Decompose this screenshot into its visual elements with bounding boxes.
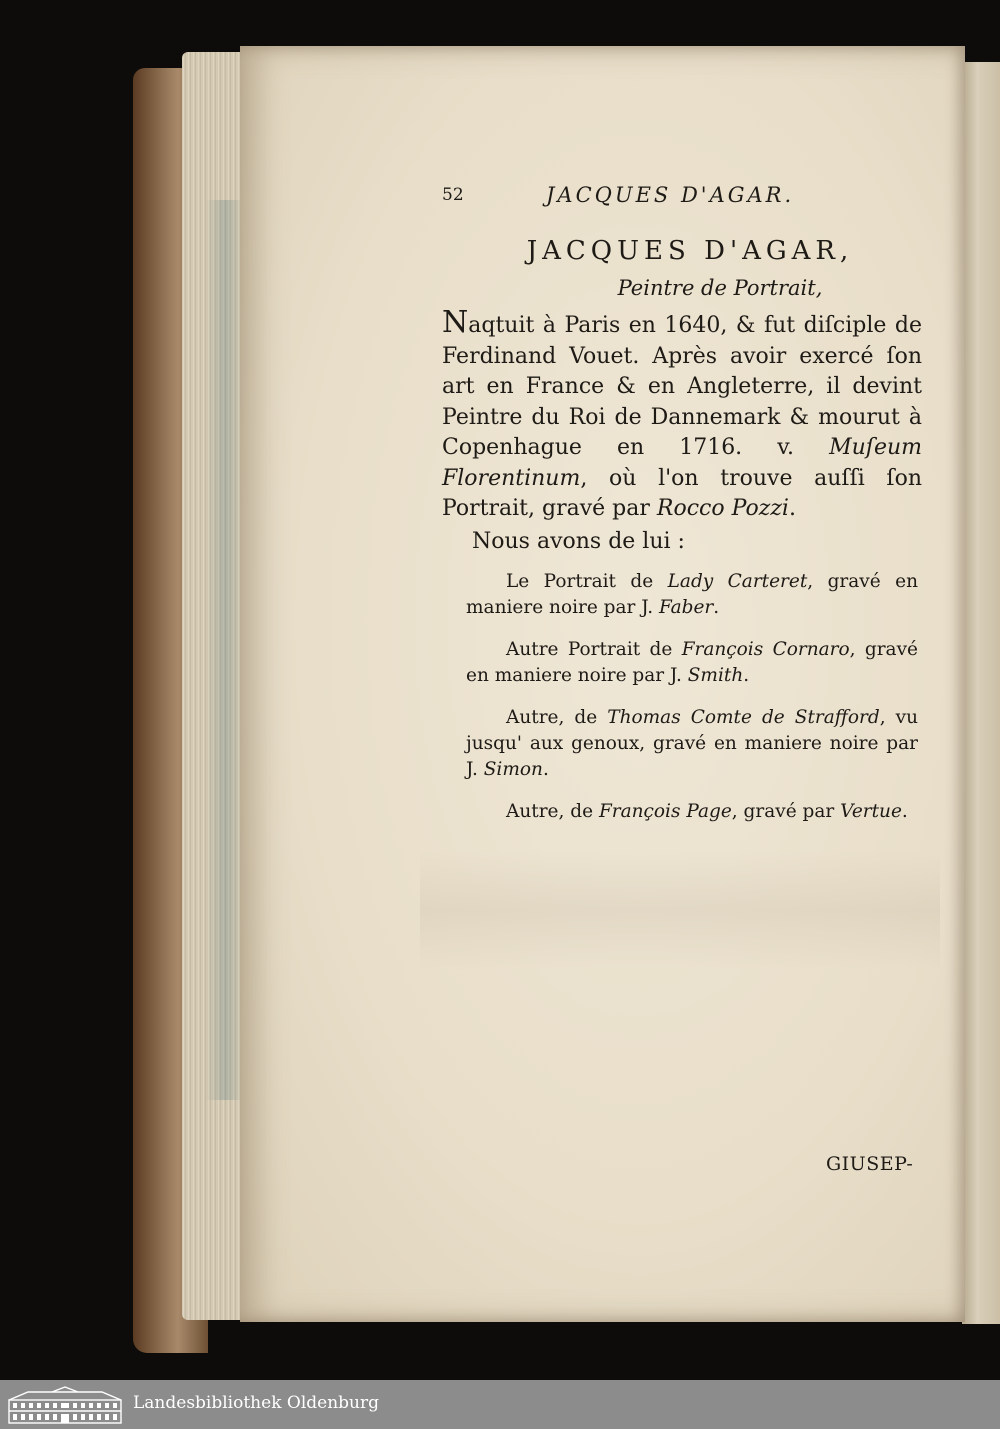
running-head xyxy=(442,183,912,213)
running-title: JACQUES D'AGAR. xyxy=(546,183,795,207)
work-item: Autre Portrait de François Cornaro, gravé en maniere noire par J. Smith. xyxy=(466,639,918,686)
entry-subtitle: Peintre de Portrait, xyxy=(617,276,823,300)
works-intro: Nous avons de lui : xyxy=(472,529,685,554)
biography-paragraph: Naqtuit à Paris en 1640, & fut diſciple de Ferdinand Vouet. Après avoir exercé ſon art en France & en Angleterre, il devint Peintre du Roi de Dannemark & mourut à Copenhague en 1716. v. Muſeum Florentinum, où l'on trouve auſſi ſon Portrait, gravé par Rocco Pozzi. xyxy=(442,305,922,521)
work-item: Le Portrait de Lady Carteret, gravé en maniere noire par J. Faber. xyxy=(466,571,918,618)
library-name[interactable]: Landesbibliothek Oldenburg xyxy=(133,1393,380,1413)
show-through xyxy=(420,850,940,970)
engraver-name: Rocco Pozzi xyxy=(656,496,789,521)
museum-title: Muſeum Florentinum xyxy=(442,435,922,491)
work-item: Autre, de François Page, gravé par Vertue. xyxy=(506,801,908,822)
drop-cap: N xyxy=(442,305,469,340)
page-number: 52 xyxy=(442,185,464,205)
work-item: Autre, de Thomas Comte de Strafford, vu jusqu' aux genoux, gravé en maniere noire par J. Simon. xyxy=(466,707,918,780)
footer-bar xyxy=(0,1380,1000,1429)
library-building-logo[interactable] xyxy=(8,1386,122,1424)
facing-page-edge xyxy=(962,62,1000,1324)
entry-title: JACQUES D'AGAR, xyxy=(526,236,854,266)
catchword: GIUSEP- xyxy=(826,1153,914,1175)
